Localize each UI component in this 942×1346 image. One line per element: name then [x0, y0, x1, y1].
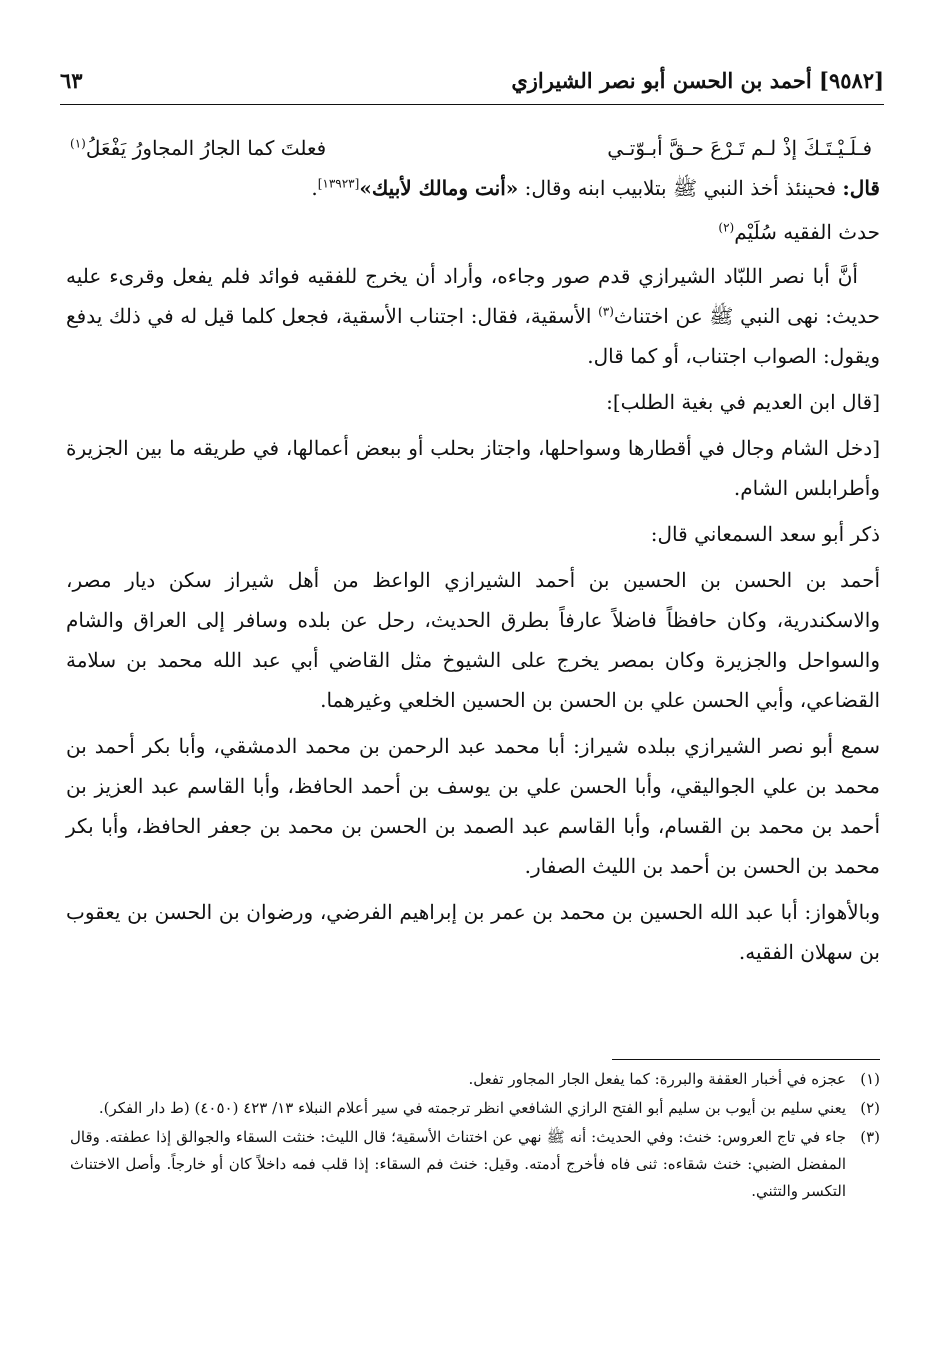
story-text-b: الأسقية، فقال: اجتناب الأسقية، فجعل كلما قيل له في ذلك يدفع ويقول: الصواب اجتناب، أو كما قال.: [66, 304, 880, 368]
footnote-3: [70, 1124, 880, 1205]
paragraph-narrator: [66, 212, 880, 252]
footnote-number: (٣): [860, 1128, 880, 1146]
paragraph-travels: [دخل الشام وجال في أقطارها وسواحلها، واجتاز بحلب أو ببعض أعمالها، في طريقه ما بين الجزيرة وأطرابلس الشام.: [66, 436, 880, 500]
footnote-marker-3: (٣): [598, 304, 614, 319]
hadith-text: فحينئذ أخذ النبي ﷺ بتلابيب ابنه وقال:: [518, 176, 843, 200]
footnote-2: [70, 1095, 880, 1122]
narrator-text: حدث الفقيه سُلَيْم: [734, 220, 880, 244]
footnote-text: جاء في تاج العروس: خنث: وفي الحديث: أنه ﷺ نهي عن اختناث الأسقية؛ قال الليث: خنثت السقاء والجوالق إذا عطفته. وقال المفضل الضبي: خنث شقاءه: ثنى فاه فأخرج أدمته. وقيل: خنث فم السقاء: إذا قلب فمه داخلاً كان أو خارجاً. وأصل الاختناث التكسر والتثني.: [70, 1128, 846, 1200]
paragraph-story: [66, 256, 880, 376]
paragraph-samani-intro: ذكر أبو سعد السمعاني قال:: [650, 522, 880, 546]
story-text-a: أنَّ أبا نصر اللبّاد الشيرازي قدم صور وجاءه، وأراد أن يخرج للفقيه فوائد فلم يفعل وقرىء عليه حديث: نهى النبي ﷺ عن اختناث: [66, 264, 881, 328]
header-rule: [60, 104, 884, 105]
verse-hemistich-left: [70, 128, 326, 168]
footnote-separator: [612, 1059, 880, 1060]
paragraph-source-heading: [قال ابن العديم في بغية الطلب]:: [606, 390, 880, 414]
hadith-quote: «أنت ومالك لأبيك»: [359, 176, 519, 200]
footnote-text: يعني سليم بن أيوب بن سليم أبو الفتح الرازي الشافعي انظر ترجمته في سير أعلام النبلاء ١٣/ ٤٢٣ (٤٠٥٠) (ط دار الفكر).: [98, 1099, 846, 1117]
hadith-end: .: [311, 176, 318, 200]
hadith-lead: قال:: [842, 176, 880, 200]
paragraph-teachers-shiraz: سمع أبو نصر الشيرازي ببلده شيراز: أبا محمد عبد الرحمن بن محمد الدمشقي، وأبا بكر أحمد بن محمد بن علي الجواليقي، وأبا الحسن علي بن يوسف بن أحمد الحافظ، وأبا القاسم عبد العزيز بن أحمد بن محمد بن القسام، وأبا القاسم عبد الصمد بن الحسن بن محمد بن جعفر الحافظ، وأبا بكر محمد بن الحسن بن أحمد بن الليث الصفار.: [66, 734, 880, 878]
running-header: [60, 62, 884, 102]
footnote-number: (٢): [860, 1099, 880, 1117]
footnote-1: [70, 1066, 880, 1093]
header-title: [٩٥٨٢] أحمد بن الحسن أبو نصر الشيرازي: [511, 68, 884, 93]
footnote-marker-1: (١): [70, 136, 86, 151]
footnote-number: (١): [860, 1070, 880, 1088]
poetry-verse: [70, 128, 872, 168]
footnotes: [70, 1066, 880, 1207]
main-text: [66, 128, 880, 978]
verse-hemistich-right: فـلَـيْـتَـكَ إذْ لـم تَـرْعَ حـقَّ أبـوّتـي: [607, 136, 872, 160]
paragraph-hadith: [66, 168, 880, 208]
footnote-marker-2: (٢): [718, 220, 735, 235]
paragraph-biography: أحمد بن الحسن بن الحسين بن أحمد الشيرازي الواعظ من أهل شيراز سكن ديار مصر، والاسكندرية، وكان حافظاً فاضلاً عارفاً بطرق الحديث، رحل عن بلده وسافر إلى العراق والشام والسواحل والجزيرة وكان بمصر يخرج على الشيوخ مثل القاضي أبي عبد الله محمد بن سلامة القضاعي، وأبي الحسن علي بن الحسن بن الحسين الخلعي وغيرهما.: [66, 568, 880, 712]
paragraph-teachers-ahwaz: وبالأهواز: أبا عبد الله الحسين بن محمد بن عمر بن إبراهيم الفرضي، ورضوان بن الحسن بن يعقوب بن سهلان الفقيه.: [66, 900, 880, 964]
hadith-reference: [١٣٩٢٣]: [317, 176, 360, 191]
page-number: ٦٣: [60, 68, 83, 93]
verse-hemistich-left-text: فعلتَ كما الجارُ المجاورُ يَفْعَلُ: [85, 136, 327, 160]
footnote-text: عجزه في أخبار العقفة والبررة: كما يفعل الجار المجاور تفعل.: [468, 1070, 846, 1088]
